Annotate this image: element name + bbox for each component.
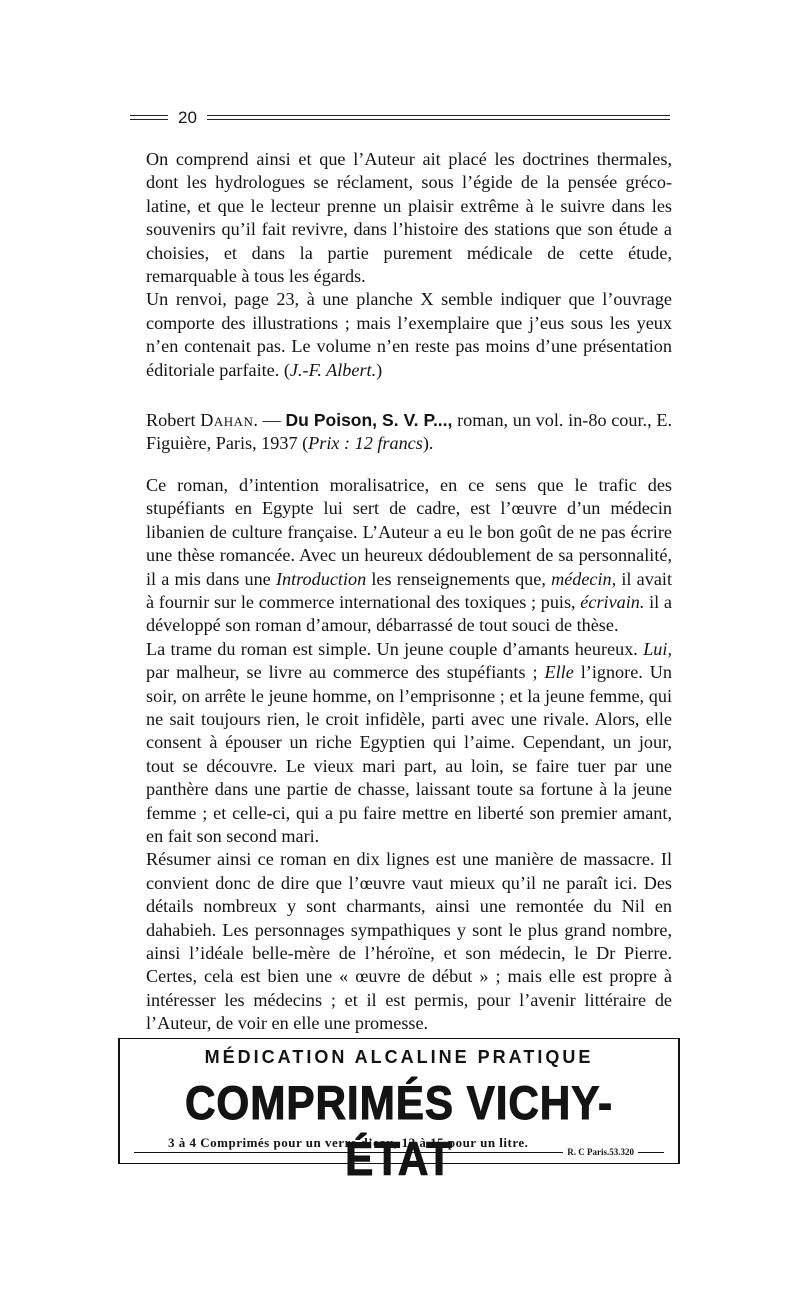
review1-paragraph1: On comprend ainsi et que l’Auteur ait placé les doctrines thermales, dont les hydrologues se réclament, sous l’égide de la pensée gréco-latine, et que le lecteur prenne un plaisir extrême à le suivre dans les souvenirs qu’il fait revivre, dans l’histoire des stations que son étude a choisies, et dans la partie purement médicale de cette étude, remarquable à tous les égards. [146, 149, 672, 287]
review2-price-close: ). [422, 433, 434, 454]
review2-paragraph1 [146, 474, 672, 638]
review2-p1-em-introduction: Introduction [275, 568, 367, 589]
page-content [146, 148, 672, 1036]
review1-signature: J.-F. Albert. [289, 359, 377, 380]
review1-paragraph2 [146, 288, 672, 382]
ad-reference: R. C Paris.53.320 [563, 1147, 638, 1157]
review2-p2-text-c: l’ignore. Un soir, on arrête le jeune homme, on l’emprisonne ; et la jeune femme, qui ne sait toujours rien, le croit infidèle, parti avec une rivale. Alors, elle consent à épouser un riche Egyptien qui l’aime. Cependant, un jour, tout se découvre. Le vieux mari part, au loin, se faire tuer par une panthère dans une partie de chasse, laissant toute sa fortune à la jeune femme ; et celle-ci, qui a pu faire mettre en liberté son premier amant, en fait son second mari. [146, 662, 672, 846]
page-number: 20 [178, 107, 197, 127]
header-rule-right [207, 115, 670, 120]
ad-product-name: COMPRIMÉS VICHY-ÉTAT [184, 1076, 614, 1185]
review2-details: roman, un vol. in-8o cour., E. Figuière, Paris, 1937 ( [146, 410, 672, 454]
review1-signature-close: ) [376, 359, 383, 380]
review2-book-title: Du Poison, S. V. P..., [285, 410, 453, 431]
review2-p2-text-a: La trame du roman est simple. Un jeune couple d’amants heureux. [146, 638, 644, 659]
ad-dosage: 3 à 4 Comprimés pour un verre d’eau, 12 à 15 pour un litre. [168, 1135, 529, 1150]
section-gap [146, 456, 672, 474]
header-rule-left [130, 115, 168, 120]
review2-p1-text-c: il avait à fournir sur le commerce international des toxiques ; puis, [146, 568, 673, 612]
review2-price: Prix : 12 francs [308, 433, 423, 454]
review2-author-last: Dahan [200, 410, 254, 431]
review2-p2-text-b: par malheur, se livre au commerce des stupéfiants ; [146, 662, 545, 683]
review2-p1-em-ecrivain: écrivain. [580, 591, 645, 612]
review2-p1-em-medecin: médecin, [551, 568, 617, 589]
review2-p2-em-elle: Elle [544, 662, 574, 683]
review2-p2-em-lui: Lui, [643, 638, 672, 659]
section-gap [146, 382, 672, 409]
page-header [130, 104, 670, 130]
advertisement-box [118, 1038, 680, 1185]
review2-p1-text-b: les renseignements que, [366, 568, 552, 589]
review2-paragraph3: Résumer ainsi ce roman en dix lignes est une manière de massacre. Il convient donc de dire que l’œuvre vaut mieux qu’il ne paraît ici. Des détails nombreux y sont charmants, ainsi une remontée du Nil en dahabieh. Les personnages sympathiques y sont le plus grand nombre, ainsi l’idéale belle-mère de l’héroïne, et son médecin, le Dr Pierre. Certes, cela est bien une « œuvre de début » ; mais elle est propre à intéresser les médecins ; et il est permis, pour l’avenir littéraire de l’Auteur, de voir en elle une promesse. [146, 849, 672, 1034]
review2-dash: . — [253, 410, 286, 431]
review2-author-first: Robert [146, 410, 201, 431]
ad-headline: MÉDICATION ALCALINE PRATIQUE [204, 1047, 594, 1067]
review2-p1-text-a: Ce roman, d’intention moralisatrice, en ce sens que le trafic des stupéfiants en Egypte lui sert de cadre, est l’œuvre d’un médecin libanien de culture française. L’Auteur a eu le bon goût de ne pas écrire une thèse romancée. Avec un heureux dédoublement de sa personnalité, il a mis dans une [146, 474, 672, 589]
review2-paragraph2 [146, 638, 672, 849]
review1-paragraph2-text: Un renvoi, page 23, à une planche X semble indiquer que l’ouvrage comporte des illustrations ; mais l’exemplaire que j’eus sous les yeux n’en contenait pas. Le volume n’en reste pas moins d’une présentation éditoriale parfaite. ( [146, 289, 672, 380]
review2-citation [146, 409, 672, 456]
review2-p1-text-d: il a développé son roman d’amour, débarrassé de tout souci de thèse. [146, 591, 672, 636]
